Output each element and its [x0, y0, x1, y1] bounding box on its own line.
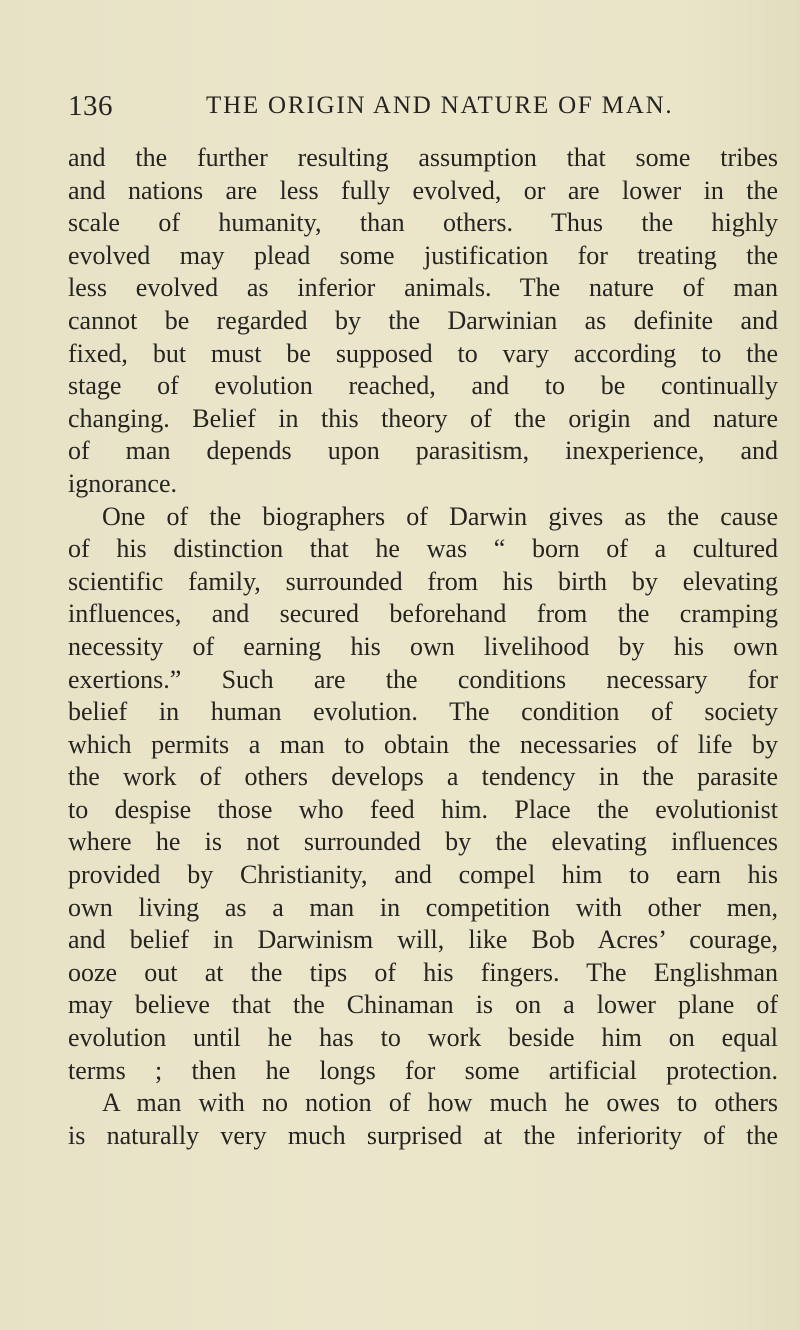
text-line: which permits a man to obtain the necessaries of life by	[68, 729, 778, 759]
text-line: and nations are less fully evolved, or are lower in the	[68, 175, 778, 205]
text-line: own living as a man in competition with other men,	[68, 892, 778, 922]
text-line: One of the biographers of Darwin gives as the cause	[102, 501, 778, 531]
text-line: necessity of earning his own livelihood by his own	[68, 631, 778, 661]
text-line: provided by Christianity, and compel him to earn his	[68, 860, 778, 890]
text-line: evolution until he has to work beside him on equal	[68, 1023, 778, 1053]
body-text	[68, 142, 778, 1152]
text-line: of man depends upon parasitism, inexperience, and	[68, 436, 778, 466]
text-line: evolved may plead some justification for treating the	[68, 240, 778, 270]
text-line: cannot be regarded by the Darwinian as definite and	[68, 305, 778, 335]
text-line: and belief in Darwinism will, like Bob Acres’ courage,	[68, 925, 778, 955]
text-line: and the further resulting assumption that some tribes	[68, 143, 778, 172]
text-line: is naturally very much surprised at the inferiority of the	[68, 1120, 778, 1150]
text-line: influences, and secured beforehand from the cramping	[68, 599, 778, 629]
running-head	[68, 86, 768, 126]
text-line: changing. Belief in this theory of the origin and nature	[68, 403, 778, 433]
running-title: THE ORIGIN AND NATURE OF MAN.	[206, 92, 674, 119]
text-line: ignorance.	[68, 468, 178, 498]
text-line: terms ; then he longs for some artificial protection.	[68, 1055, 778, 1085]
text-line: A man with no notion of how much he owes to others	[102, 1088, 778, 1118]
text-line: where he is not surrounded by the elevating influences	[68, 827, 778, 857]
text-line: exertions.” Such are the conditions necessary for	[68, 664, 778, 694]
text-line: may believe that the Chinaman is on a lower plane of	[68, 990, 778, 1020]
text-line: to despise those who feed him. Place the evolutionist	[68, 794, 778, 824]
text-line: the work of others develops a tendency in the parasite	[68, 762, 778, 792]
text-line: scale of humanity, than others. Thus the highly	[68, 208, 778, 238]
text-line: fixed, but must be supposed to vary according to the	[68, 338, 778, 368]
text-line: of his distinction that he was “ born of a cultured	[68, 534, 778, 564]
text-line: less evolved as inferior animals. The nature of man	[68, 273, 778, 303]
page-number: 136	[68, 90, 113, 122]
text-line: scientific family, surrounded from his birth by elevating	[68, 566, 778, 596]
text-line: stage of evolution reached, and to be continually	[68, 371, 778, 401]
text-line: belief in human evolution. The condition of society	[68, 697, 778, 727]
text-line: ooze out at the tips of his fingers. The Englishman	[68, 957, 778, 987]
